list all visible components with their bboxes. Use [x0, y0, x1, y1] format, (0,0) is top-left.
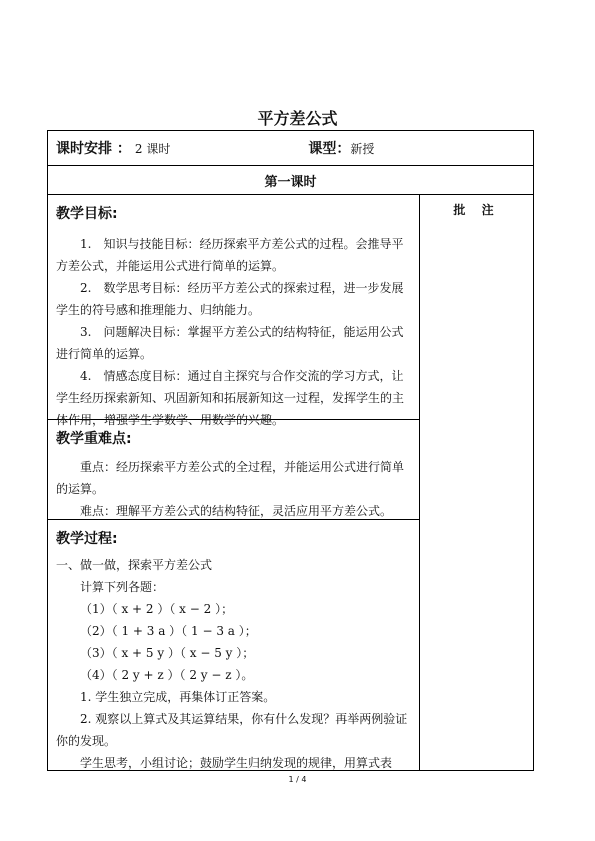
- content-row: [48, 195, 534, 771]
- lesson-plan-table: [47, 130, 534, 771]
- objective-item: 4. 情感态度目标：通过自主探究与合作交流的学习方式，让学生经历探索新知、巩固新知和拓展新知这一过程，发挥学生的主体作用，增强学生学数学、用数学的兴趣。: [56, 369, 405, 427]
- exercise-item: （4）（ 2 y + z ）（ 2 y − z ）。: [80, 668, 254, 682]
- objective-item: 1. 知识与技能目标：经历探索平方差公式的过程。会推导平方差公式，并能运用公式进行简单的运算。: [56, 237, 404, 273]
- notes-header: 批 注: [453, 203, 500, 217]
- objectives-title: 教学目标:: [56, 206, 118, 222]
- page-number: 1 / 4: [288, 775, 307, 784]
- type-value: 新授: [350, 141, 375, 156]
- objective-item: 3. 问题解决目标：掌握平方差公式的结构特征，能运用公式进行简单的运算。: [56, 325, 404, 361]
- exercise-item: （3）（ x + 5 y ）（ x − 5 y ）；: [80, 646, 255, 660]
- hours-value: 2 课时: [134, 141, 171, 156]
- process-note: 1. 学生独立完成，再集体订正答案。: [80, 690, 276, 704]
- hours-label: 课时安排 ：: [56, 141, 131, 157]
- process-step: 一、做一做，探索平方差公式: [56, 558, 213, 572]
- exercise-item: （2）（ 1 + 3 a ）（ 1 − 3 a ）；: [80, 624, 257, 638]
- process-note: 学生思考，小组讨论；鼓励学生归纳发现的规律，用算式表: [80, 756, 393, 770]
- lesson-title: 第一课时: [264, 174, 317, 190]
- objective-item: 2. 数学思考目标：经历平方差公式的探索过程，进一步发展学生的符号感和推理能力、归纳能力。: [56, 281, 404, 317]
- calc-intro: 计算下列各题：: [80, 580, 165, 594]
- process-section: [48, 520, 419, 770]
- process-title: 教学过程:: [56, 531, 118, 547]
- keypoint-item: 重点：经历探索平方差公式的全过程，并能运用公式进行简单的运算。: [56, 460, 405, 496]
- type-label: 课型：: [308, 141, 351, 157]
- keypoints-section: [48, 420, 419, 520]
- lesson-row: [48, 166, 534, 195]
- page-title: 平方差公式: [257, 109, 338, 128]
- keypoint-item: 难点：理解平方差公式的结构特征，灵活应用平方差公式。: [80, 504, 393, 518]
- header-row: [48, 131, 534, 166]
- exercise-item: （1）（ x + 2 ）（ x − 2 ）；: [80, 602, 234, 616]
- process-note: 2. 观察以上算式及其运算结果，你有什么发现？再举两例验证你的发现。: [56, 712, 408, 748]
- keypoints-title: 教学重难点:: [56, 431, 132, 447]
- objectives-section: [48, 195, 419, 427]
